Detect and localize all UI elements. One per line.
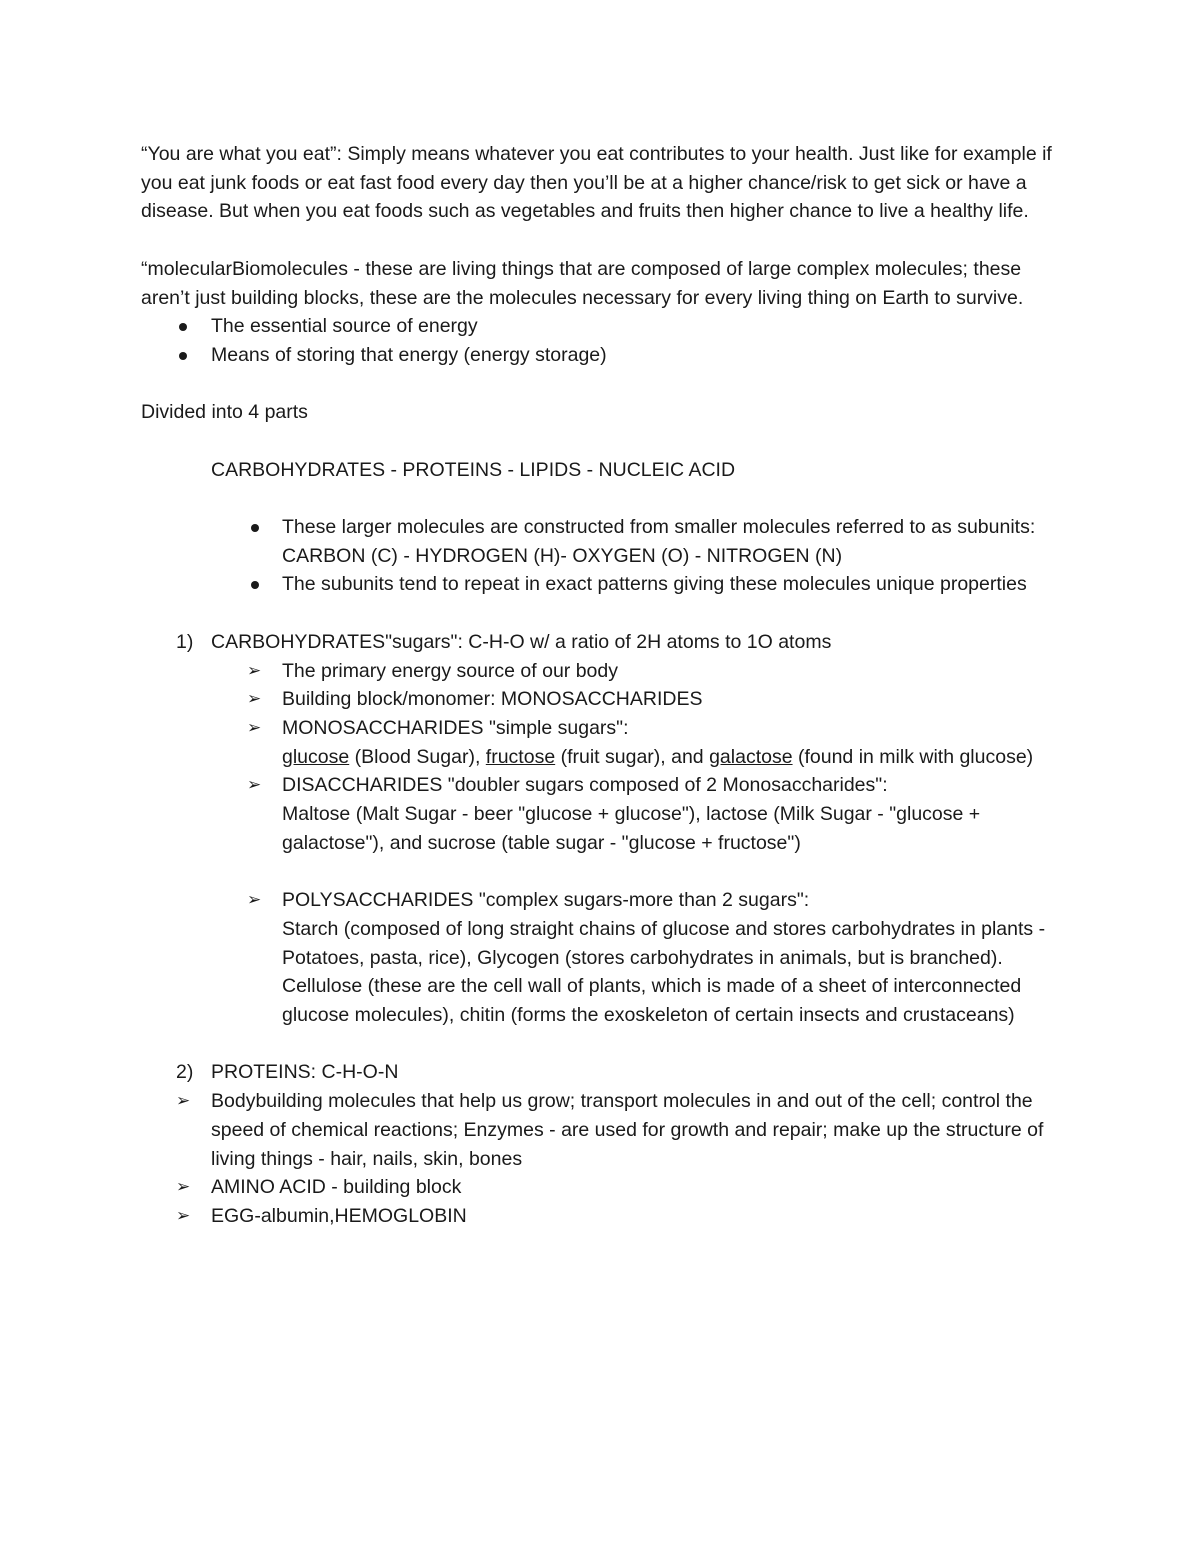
item-text: Starch (composed of long straight chains of glucose and stores carbohydrates in plants - Potatoes, pasta, rice), Glycogen (stores carbohydrates in animals, but is branched). Cellulose (these are the cell wall of plants, which is made of a sheet of interconnected glucose molecules), chitin (forms the exoskeleton of certain insects and crustaceans)	[282, 917, 1046, 1026]
item-text: (found in milk with glucose)	[792, 745, 1034, 768]
arrow-bullet-icon: ➢	[176, 1177, 191, 1198]
arrow-bullet-icon: ➢	[247, 890, 262, 911]
carbohydrates-heading	[141, 628, 1071, 657]
bullet-item	[141, 341, 1071, 370]
item-text: (fruit sugar), and	[555, 745, 710, 768]
item-text: AMINO ACID - building block	[211, 1176, 462, 1199]
list-number: 2)	[176, 1061, 194, 1084]
item-title: POLYSACCHARIDES "complex sugars-more than 2 sugars":	[282, 889, 810, 912]
bullet-dot-icon	[251, 581, 259, 589]
spacer	[141, 370, 1071, 399]
spacer	[141, 858, 1071, 887]
bullet-dot-icon	[179, 352, 187, 360]
bullet-item	[141, 570, 1071, 599]
glucose-term: glucose	[282, 745, 350, 768]
disaccharides-item	[141, 771, 1071, 857]
arrow-bullet-icon: ➢	[247, 660, 262, 681]
proteins-heading	[141, 1058, 1071, 1087]
fructose-term: fructose	[485, 745, 556, 768]
parts-line: CARBOHYDRATES - PROTEINS - LIPIDS - NUCLEIC ACID	[211, 458, 736, 481]
bullet-dot-icon	[179, 323, 187, 331]
item-text: EGG-albumin,HEMOGLOBIN	[211, 1204, 467, 1227]
spacer	[141, 226, 1071, 255]
section-heading: CARBOHYDRATES"sugars": C-H-O w/ a ratio of 2H atoms to 1O atoms	[211, 630, 832, 653]
arrow-item	[141, 1087, 1071, 1173]
list-number: 1)	[176, 630, 194, 653]
arrow-item	[141, 657, 1071, 686]
document-page	[141, 140, 1071, 1231]
spacer	[141, 427, 1071, 456]
divided-heading: Divided into 4 parts	[141, 401, 308, 424]
item-title: MONOSACCHARIDES "simple sugars":	[282, 716, 629, 739]
bullet-dot-icon	[251, 524, 259, 532]
bullet-text: The subunits tend to repeat in exact patterns giving these molecules unique properties	[282, 573, 1027, 596]
arrow-bullet-icon: ➢	[176, 1091, 191, 1112]
item-text: Bodybuilding molecules that help us grow; transport molecules in and out of the cell; control the speed of chemical reactions; Enzymes - are used for growth and repair; make up the structure of living things - hair, nails, skin, bones	[211, 1090, 1044, 1170]
arrow-bullet-icon: ➢	[247, 775, 262, 796]
bullet-item	[141, 312, 1071, 341]
galactose-term: galactose	[709, 745, 793, 768]
spacer	[141, 484, 1071, 513]
item-text: Building block/monomer: MONOSACCHARIDES	[282, 688, 703, 711]
arrow-item	[141, 1202, 1071, 1231]
arrow-bullet-icon: ➢	[247, 689, 262, 710]
arrow-item	[141, 1173, 1071, 1202]
biomolecules-paragraph: “molecularBiomolecules - these are living things that are composed of large complex molecules; these aren’t just building blocks, these are the molecules necessary for every living thing on Earth to survive.	[141, 257, 1024, 309]
bullet-text: Means of storing that energy (energy storage)	[211, 343, 607, 366]
item-text: (Blood Sugar),	[349, 745, 486, 768]
bullet-text: The essential source of energy	[211, 315, 478, 338]
monosaccharides-item	[141, 714, 1071, 771]
bullet-item	[141, 513, 1071, 570]
polysaccharides-item	[141, 886, 1071, 1030]
arrow-bullet-icon: ➢	[176, 1205, 191, 1226]
arrow-bullet-icon: ➢	[247, 717, 262, 738]
item-title: DISACCHARIDES "doubler sugars composed of 2 Monosaccharides":	[282, 774, 888, 797]
bullet-text: These larger molecules are constructed from smaller molecules referred to as subunits: CARBON (C) - HYDROGEN (H)- OXYGEN (O) - NITROGEN (N)	[282, 516, 1036, 567]
spacer	[141, 599, 1071, 628]
section-heading: PROTEINS: C-H-O-N	[211, 1061, 399, 1084]
item-text: The primary energy source of our body	[282, 659, 618, 682]
intro-paragraph: “You are what you eat”: Simply means whatever you eat contributes to your health. Just like for example if you eat junk foods or eat fast food every day then you’ll be at a higher chance/risk to get sick or have a disease. But when you eat foods such as vegetables and fruits then higher chance to live a healthy life.	[141, 143, 1052, 223]
arrow-item	[141, 685, 1071, 714]
spacer	[141, 1030, 1071, 1059]
item-text: Maltose (Malt Sugar - beer "glucose + glucose"), lactose (Milk Sugar - "glucose + galactose"), and sucrose (table sugar - "glucose + fructose")	[282, 803, 981, 854]
